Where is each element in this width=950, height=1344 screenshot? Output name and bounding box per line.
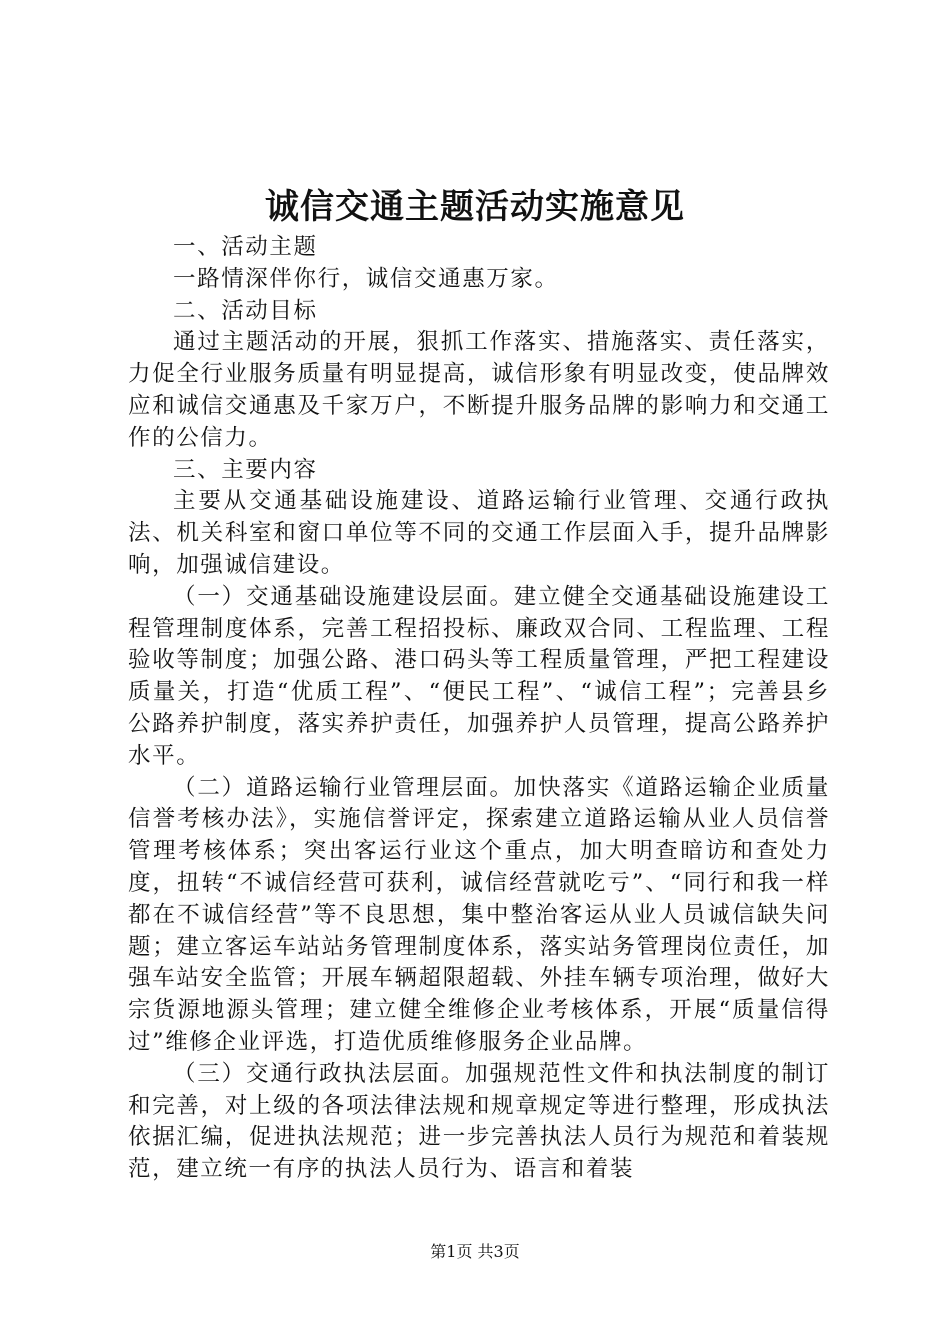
- paragraph-content-intro: 主要从交通基础设施建设、道路运输行业管理、交通行政执法、机关科室和窗口单位等不同的交通工作层面入手，提升品牌影响，加强诚信建设。: [128, 488, 830, 578]
- paragraph-transport-management: （二）道路运输行业管理层面。加快落实《道路运输企业质量信誉考核办法》，实施信誉评定，探索建立道路运输从业人员信誉管理考核体系；突出客运行业这个重点，加大明查暗访和查处力度，扭转“不诚信经营可获利，诚信经营就吃亏”、“同行和我一样都在不诚信经营”等不良思想，集中整治客运从业人员诚信缺失问题；建立客运车站站务管理制度体系，落实站务管理岗位责任，加强车站安全监管；开展车辆超限超载、外挂车辆专项治理，做好大宗货源地源头管理；建立健全维修企业考核体系，开展“质量信得过”维修企业评选，打造优质维修服务企业品牌。: [128, 774, 830, 1055]
- section-heading-content: 三、主要内容: [173, 456, 318, 483]
- document-body: [128, 232, 830, 1186]
- paragraph-theme-text: 一路情深伴你行，诚信交通惠万家。: [173, 265, 559, 292]
- document-title: 诚信交通主题活动实施意见: [265, 187, 685, 227]
- page-footer: 第1页 共3页: [430, 1242, 520, 1261]
- section-heading-theme: 一、活动主题: [173, 234, 318, 260]
- paragraph-goal-text: 通过主题活动的开展，狠抓工作落实、措施落实、责任落实，力促全行业服务质量有明显提高，诚信形象有明显改变，使品牌效应和诚信交通惠及千家万户，不断提升服务品牌的影响力和交通工作的公信力。: [128, 329, 830, 451]
- paragraph-infrastructure: （一）交通基础设施建设层面。建立健全交通基础设施建设工程管理制度体系，完善工程招投标、廉政双合同、工程监理、工程验收等制度；加强公路、港口码头等工程质量管理，严把工程建设质量关，打造“优质工程”、“便民工程”、“诚信工程”；完善县乡公路养护制度，落实养护责任，加强养护人员管理，提高公路养护水平。: [128, 583, 830, 769]
- section-heading-goal: 二、活动目标: [173, 297, 318, 324]
- paragraph-law-enforcement: （三）交通行政执法层面。加强规范性文件和执法制度的制订和完善，对上级的各项法律法规和规章规定等进行整理，形成执法依据汇编，促进执法规范；进一步完善执法人员行为规范和着装规范，建立统一有序的执法人员行为、语言和着装: [128, 1060, 830, 1183]
